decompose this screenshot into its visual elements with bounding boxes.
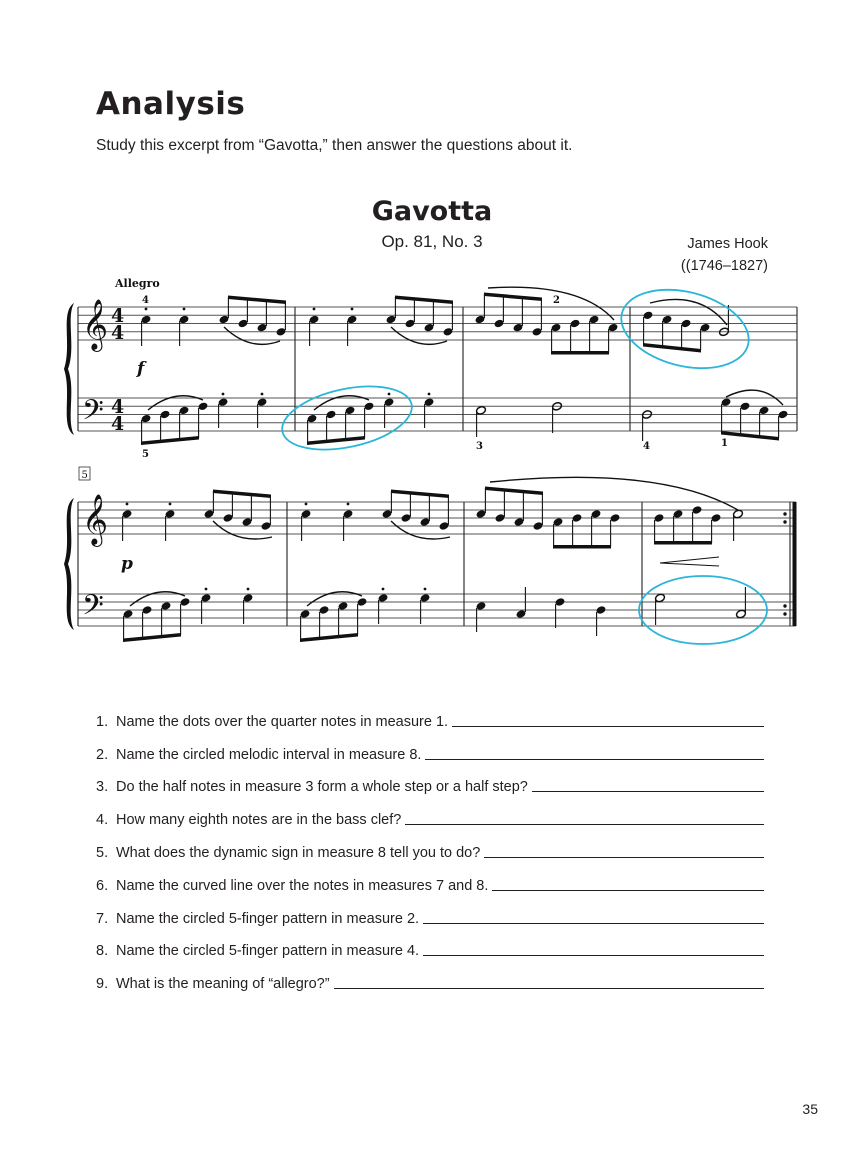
- measure-6-bass: [299, 588, 430, 642]
- measure-6-treble: [300, 490, 450, 542]
- brace-icon: [64, 498, 74, 630]
- svg-text:4: 4: [142, 295, 149, 306]
- dynamic-piano: p: [121, 554, 133, 574]
- svg-text:5: 5: [142, 449, 149, 460]
- measure-8-bass: [654, 587, 746, 625]
- answer-blank-8[interactable]: [423, 954, 764, 956]
- measure-1-bass: [140, 393, 267, 460]
- svg-text:4: 4: [111, 305, 125, 327]
- answer-blank-6[interactable]: [492, 889, 764, 891]
- question-1: 1. Name the dots over the quarter notes in measure 1.: [96, 697, 764, 730]
- measure-5-bass: [122, 588, 253, 642]
- measure-2-treble: [308, 296, 453, 347]
- time-signature: [111, 305, 124, 435]
- question-6: 6. Name the curved line over the notes in measures 7 and 8.: [96, 861, 764, 894]
- measure-3-treble: [474, 287, 618, 354]
- question-7: 7. Name the circled 5-finger pattern in measure 2.: [96, 894, 764, 927]
- svg-text:4: 4: [111, 322, 125, 344]
- brace-icon: [64, 303, 74, 435]
- question-list: [96, 697, 764, 992]
- bass-clef-icon: 𝄢: [82, 589, 104, 629]
- page-number: 35: [802, 1101, 818, 1117]
- composer-dates: ((1746–1827): [680, 258, 768, 274]
- piece-opus: Op. 81, No. 3: [381, 232, 483, 251]
- measure-5-treble: [121, 490, 272, 542]
- svg-text:4: 4: [111, 396, 125, 418]
- measure-3-bass: [475, 401, 562, 452]
- phrase-slur: [490, 477, 738, 510]
- svg-text:3: 3: [476, 441, 483, 452]
- answer-blank-9[interactable]: [334, 987, 764, 989]
- answer-blank-2[interactable]: [425, 758, 764, 760]
- treble-staff: [78, 502, 796, 534]
- question-4: 4. How many eighth notes are in the bass clef?: [96, 795, 764, 828]
- answer-blank-3[interactable]: [532, 790, 764, 792]
- piece-title: Gavotta: [371, 196, 493, 227]
- tempo-marking: Allegro: [115, 277, 160, 290]
- question-2: 2. Name the circled melodic interval in measure 8.: [96, 730, 764, 763]
- page-heading: Analysis: [96, 86, 246, 122]
- system-2: [64, 467, 797, 644]
- highlight-circle-measure-4: [613, 277, 757, 380]
- answer-blank-7[interactable]: [423, 922, 764, 924]
- composer-name: James Hook: [687, 236, 768, 252]
- answer-blank-1[interactable]: [452, 725, 764, 727]
- question-3: 3. Do the half notes in measure 3 form a whole step or a half step?: [96, 763, 764, 796]
- bass-clef-icon: 𝄢: [82, 394, 104, 434]
- svg-text:4: 4: [643, 441, 650, 452]
- measure-number: 5: [81, 470, 88, 481]
- measure-4-bass: [641, 390, 788, 452]
- system-1: [64, 277, 797, 460]
- question-9: 9. What is the meaning of “allegro?”: [96, 959, 764, 992]
- svg-text:4: 4: [111, 413, 125, 435]
- final-barline: [793, 502, 797, 626]
- question-8: 8. Name the circled 5-finger pattern in measure 4.: [96, 927, 764, 960]
- measure-1-treble: [140, 295, 286, 346]
- measure-2-bass: [306, 393, 434, 445]
- intro-text: Study this excerpt from “Gavotta,” then answer the questions about it.: [96, 137, 573, 154]
- measure-8-treble: [653, 505, 743, 544]
- question-5: 5. What does the dynamic sign in measure 8 tell you to do?: [96, 828, 764, 861]
- treble-clef-icon: 𝄞: [82, 494, 109, 545]
- highlight-circle-measure-2: [276, 376, 417, 460]
- answer-blank-4[interactable]: [405, 823, 764, 825]
- bass-staff: [78, 398, 797, 431]
- svg-text:2: 2: [553, 295, 560, 306]
- svg-text:1: 1: [721, 438, 728, 449]
- answer-blank-5[interactable]: [484, 856, 764, 858]
- decrescendo-hairpin: [660, 557, 719, 566]
- treble-clef-icon: 𝄞: [82, 299, 109, 350]
- dynamic-forte: f: [137, 359, 145, 379]
- repeat-dots: [783, 512, 786, 615]
